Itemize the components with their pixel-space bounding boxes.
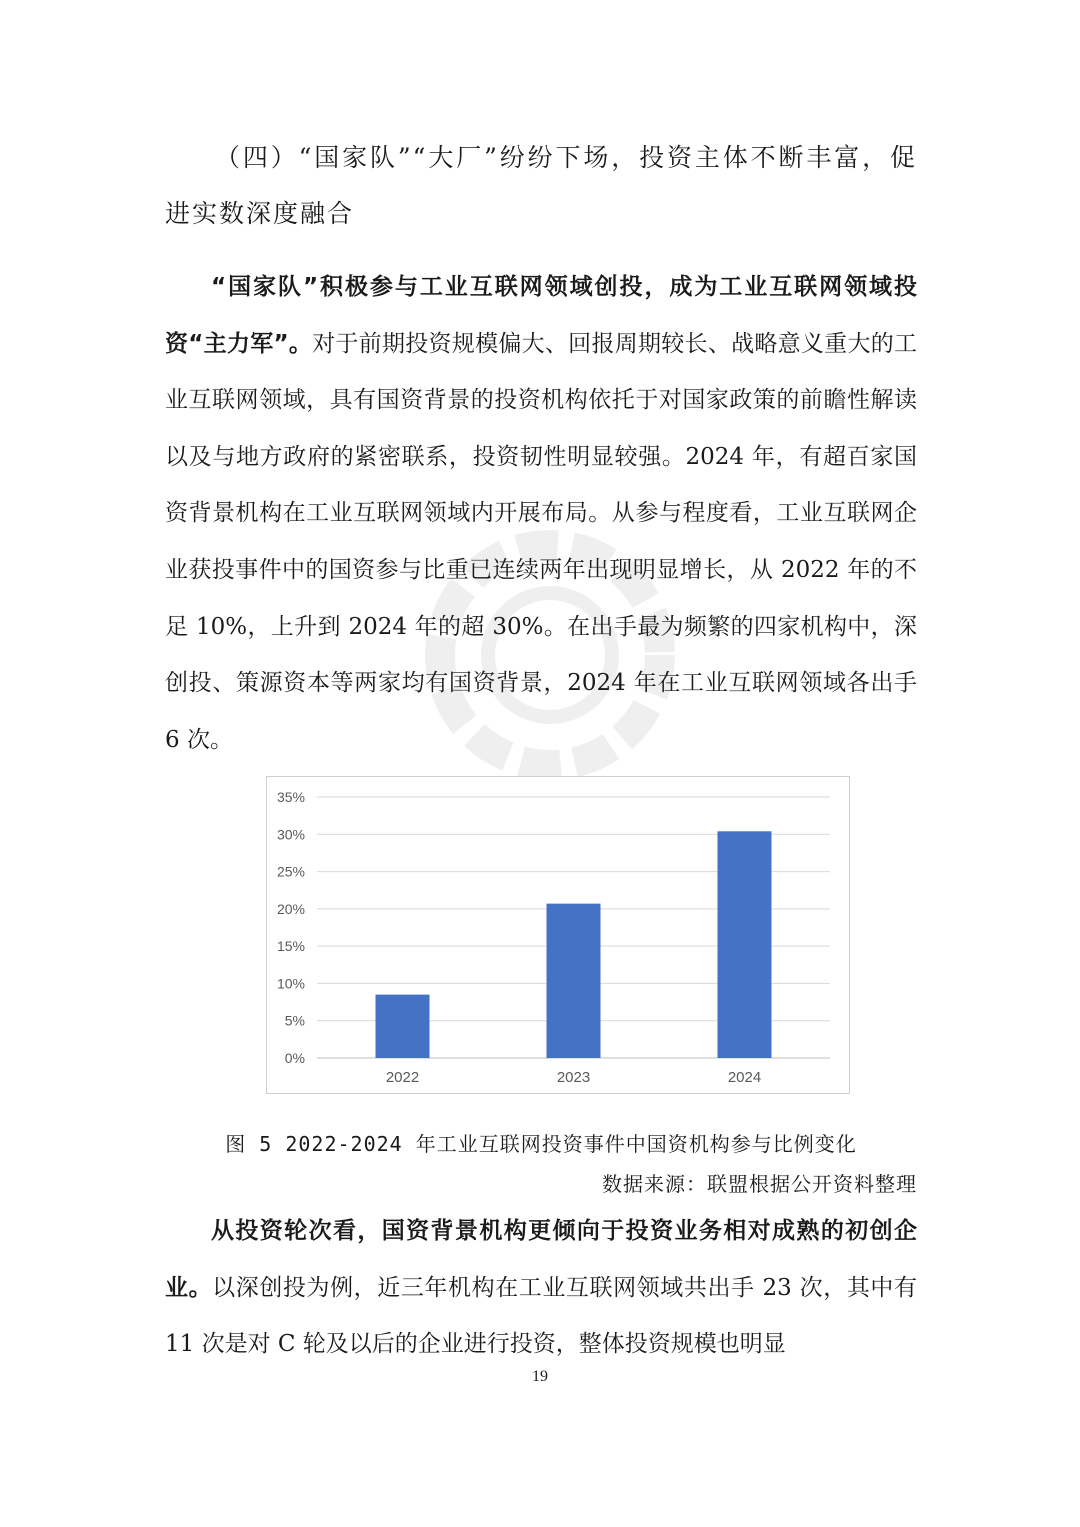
x-tick-label: 2024 xyxy=(727,1069,762,1086)
section-heading: （四）“国家队”“大厂”纷纷下场，投资主体不断丰富，促进实数深度融合 xyxy=(165,143,917,228)
y-tick-label: 0% xyxy=(284,1050,305,1066)
x-tick-label: 2023 xyxy=(556,1069,591,1086)
paragraph-investment-rounds xyxy=(165,1203,917,1373)
paragraph-body: 以深创投为例，近三年机构在工业互联网领域共出手 23 次，其中有 11 次是对 C 轮及以后的企业进行投资，整体投资规模也明显 xyxy=(165,1274,918,1358)
x-tick-label: 2022 xyxy=(385,1069,420,1086)
data-source-note: 数据来源：联盟根据公开资料整理 xyxy=(602,1172,917,1196)
paragraph-state-capital xyxy=(165,259,917,768)
y-tick-label: 25% xyxy=(276,863,305,880)
y-tick-label: 20% xyxy=(276,900,305,917)
paragraph-lead: “国家队”积极参与工业互联网领域创投，成为工业互联网领域投资“主力军”。 xyxy=(165,274,917,357)
paragraph-body: 对于前期投资规模偏大、回报周期较长、战略意义重大的工业互联网领域，具有国资背景的投资机构依托于对国家政策的前瞻性解读以及与地方政府的紧密联系，投资韧性明显较强。2024 年，有超百家国资背景机构在工业互联网领域内开展布局。从参与程度看，工业互联网企业获投事件中的国资参与比重已连续两年出现明显增长，从 2022 年的不足 10%，上升到 2024 年的超 30%。在出手最为频繁的四家机构中，深创投、策源资本等两家均有国资背景，2024 年在工业互联网领域各出手 6 次。 xyxy=(165,330,918,753)
bar-2024 xyxy=(718,831,772,1058)
y-tick-label: 10% xyxy=(276,975,305,992)
page-number: 19 xyxy=(532,1368,548,1385)
y-tick-label: 15% xyxy=(276,938,305,955)
bar-2022 xyxy=(376,995,430,1058)
y-tick-label: 30% xyxy=(276,826,305,843)
paragraph-lead: 从投资轮次看，国资背景机构更倾向于投资业务相对成熟的初创企业。 xyxy=(165,1218,917,1301)
y-tick-label: 5% xyxy=(284,1012,305,1029)
y-tick-label: 35% xyxy=(276,789,305,805)
bar-chart xyxy=(266,776,850,1094)
figure-caption: 图 5 2022-2024 年工业互联网投资事件中国资机构参与比例变化 xyxy=(225,1132,857,1156)
bar-2023 xyxy=(547,904,601,1058)
bar-chart-svg xyxy=(267,777,849,1093)
